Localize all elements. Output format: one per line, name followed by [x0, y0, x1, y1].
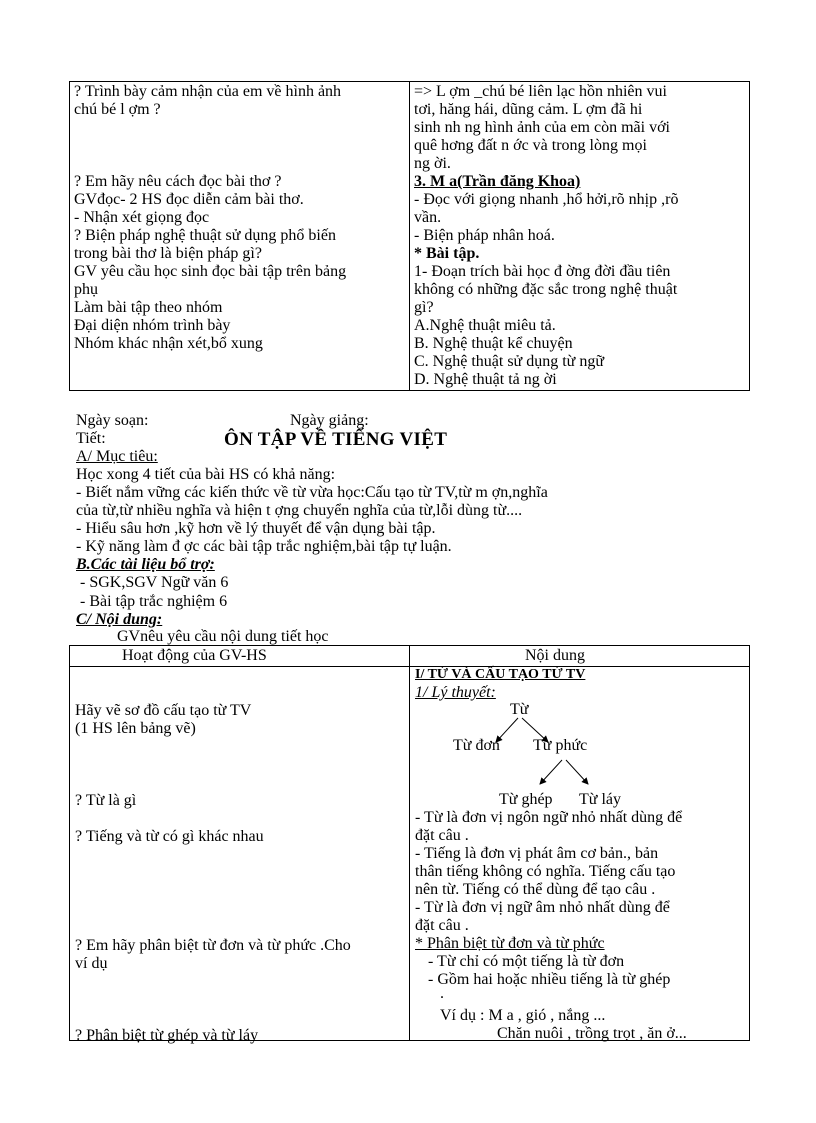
header-noi-dung: Nội dung: [525, 647, 585, 664]
question-phan-biet: ? Em hãy phân biệt từ đơn và từ phức .Cho: [75, 937, 351, 954]
subheading-ly-thuyet: 1/ Lý thuyết:: [415, 684, 496, 701]
arrow-to-tu-lay: [566, 760, 588, 784]
top-right-line: => L ợm _chú bé liên lạc hồn nhiên vui: [414, 83, 667, 100]
ngay-giang-label: Ngày giảng:: [290, 412, 369, 429]
top-left-line: trong bài thơ là biện pháp gì?: [74, 245, 262, 262]
tiet-label: Tiết:: [76, 430, 106, 447]
top-left-line: chú bé l ợm ?: [74, 101, 161, 118]
definition-line: - Từ là đơn vị ngữ âm nhỏ nhất dùng để: [415, 899, 670, 916]
top-right-line: ng ời.: [414, 155, 451, 172]
phan-biet-heading: * Phân biệt từ đơn và từ phức: [415, 935, 605, 952]
diagram-tu-lay: Từ láy: [579, 791, 621, 808]
top-right-line: - Biện pháp nhân hoá.: [414, 227, 555, 244]
top-left-line: ? Em hãy nêu cách đọc bài thơ ?: [74, 173, 282, 190]
top-left-line: - Nhận xét giọng đọc: [74, 209, 210, 226]
definition-line: - Tiếng là đơn vị phát âm cơ bản., bản: [415, 845, 659, 862]
phan-biet-line: - Gồm hai hoặc nhiều tiếng là từ ghép: [428, 971, 671, 988]
arrow-to-tu-ghep: [540, 760, 562, 784]
top-left-line: GVđọc- 2 HS đọc diễn cảm bài thơ.: [74, 191, 304, 208]
top-left-line: Nhóm khác nhận xét,bổ xung: [74, 335, 263, 352]
question-tieng-va-tu: ? Tiếng và từ có gì khác nhau: [75, 828, 264, 845]
top-right-line: gì?: [414, 299, 434, 316]
top-right-line: * Bài tập.: [414, 245, 480, 262]
definition-line: đặt câu .: [415, 827, 469, 844]
phan-biet-line: - Từ chỉ có một tiếng là từ đơn: [428, 953, 625, 970]
top-right-line: quê hơng đất n ớc và trong lòng mọi: [414, 137, 647, 154]
top-left-line: ? Trình bày cảm nhận của em về hình ảnh: [74, 83, 342, 100]
section-c-heading: C/ Nội dung:: [76, 611, 163, 628]
section-a-heading: A/ Mục tiêu:: [76, 448, 158, 465]
top-right-line: A.Nghệ thuật miêu tả.: [414, 317, 556, 334]
section-b-line: - SGK,SGV Ngữ văn 6: [80, 574, 229, 591]
question-so-do: Hãy vẽ sơ đồ cấu tạo từ TV: [75, 702, 252, 719]
diagram-root: Từ: [510, 701, 529, 718]
top-right-line: B. Nghệ thuật kể chuyện: [414, 335, 573, 352]
question-so-do-note: (1 HS lên bảng vẽ): [75, 720, 196, 737]
top-left-line: phụ: [74, 281, 98, 298]
header-hoat-dong: Hoạt động của GV-HS: [122, 647, 267, 664]
top-left-line: Làm bài tập theo nhóm: [74, 299, 223, 316]
top-left-line: ? Biện pháp nghệ thuật sử dụng phổ biến: [74, 227, 336, 244]
top-left-line: GV yêu cầu học sinh đọc bài tập trên bảng: [74, 263, 347, 280]
question-phan-biet-cont: ví dụ: [75, 955, 108, 972]
section-heading-tu-va-cau-tao: I/ TỪ VÀ CẤU TẠO TỪ TV: [415, 667, 586, 682]
page-title: ÔN TẬP VỀ TIẾNG VIỆT: [224, 429, 448, 450]
vi-du-line: Chăn nuôi , trồng trọt , ăn ở...: [497, 1025, 687, 1042]
section-a-line: - Kỹ năng làm đ ợc các bài tập trắc nghiệm,bài tập tự luận.: [76, 538, 452, 555]
section-a-line: - Hiểu sâu hơn ,kỹ hơn về lý thuyết để vận dụng bài tập.: [76, 520, 436, 537]
definition-line: nên từ. Tiếng có thể dùng để tạo câu .: [415, 881, 656, 898]
top-right-line: không có những đặc sắc trong nghệ thuật: [414, 281, 678, 298]
top-right-line: sinh nh ng hình ảnh của em còn mãi với: [414, 119, 670, 136]
diagram-tu-ghep: Từ ghép: [499, 791, 553, 808]
definition-line: thân tiếng không có nghĩa. Tiếng cấu tạo: [415, 863, 676, 880]
phan-biet-line: .: [440, 985, 444, 1002]
definition-line: - Từ là đơn vị ngôn ngữ nhỏ nhất dùng để: [415, 809, 683, 826]
top-right-line: 3. M a(Trần đăng Khoa): [414, 173, 581, 190]
top-right-line: C. Nghệ thuật sử dụng từ ngữ: [414, 353, 605, 370]
top-right-line: tơi, hăng hái, dũng cảm. L ợm đã hi: [414, 101, 643, 118]
section-a-line: - Biết nắm vững các kiến thức về từ vừa học:Cấu tạo từ TV,từ m ợn,nghĩa: [76, 484, 548, 501]
section-c-intro: GVnêu yêu cầu nội dung tiết học: [117, 628, 329, 645]
section-a-line: của từ,từ nhiều nghĩa và hiện t ợng chuyển nghĩa của từ,lỗi dùng từ....: [76, 502, 523, 519]
section-b-heading: B.Các tài liệu bổ trợ:: [76, 556, 215, 573]
top-left-line: Đại diện nhóm trình bày: [74, 317, 231, 334]
diagram-tu-phuc: Từ phức: [533, 737, 588, 754]
top-right-line: vần.: [414, 209, 442, 226]
vi-du-line: Ví dụ : M a , gió , nắng ...: [440, 1007, 606, 1024]
section-a-line: Học xong 4 tiết của bài HS có khả năng:: [76, 466, 336, 483]
diagram-tu-don: Từ đơn: [453, 737, 500, 754]
ngay-soan-label: Ngày soạn:: [76, 412, 149, 429]
question-ghep-lay: ? Phân biệt từ ghép và từ láy: [75, 1027, 259, 1044]
section-b-line: - Bài tập trắc nghiệm 6: [80, 593, 228, 610]
top-right-line: D. Nghệ thuật tả ng ời: [414, 371, 557, 388]
question-tu-la-gi: ? Từ là gì: [75, 792, 137, 809]
definition-line: đặt câu .: [415, 917, 469, 934]
top-right-line: - Đọc với giọng nhanh ,hổ hởi,rõ nhịp ,rõ: [414, 191, 679, 208]
top-right-line: 1- Đoạn trích bài học đ ờng đời đầu tiên: [414, 263, 671, 280]
